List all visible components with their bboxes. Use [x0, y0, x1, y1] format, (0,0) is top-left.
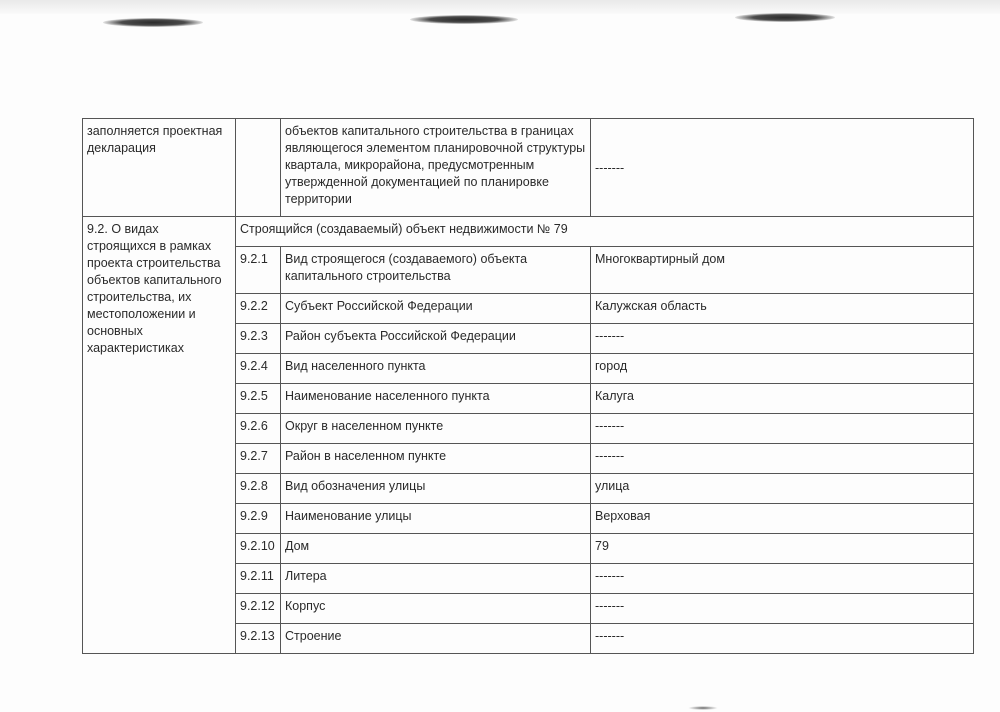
scan-speck [688, 706, 718, 710]
section-label-cell: 9.2. О видах строящихся в рамках проекта строительства объектов капитального строительства, их местоположении и основных характеристиках [83, 217, 236, 654]
field-value: ------- [591, 624, 974, 654]
scan-smudge [410, 15, 518, 24]
table-row [83, 217, 974, 247]
field-name: Наименование населенного пункта [281, 384, 591, 414]
description-cell: объектов капитального строительства в границах являющегося элементом планировочной структуры квартала, микрорайона, предусмотренным утвержденной документацией по планировке территории [281, 119, 591, 217]
field-value: ------- [591, 324, 974, 354]
row-number: 9.2.5 [236, 384, 281, 414]
declaration-table [82, 118, 974, 654]
field-value: Многоквартирный дом [591, 247, 974, 294]
field-name: Корпус [281, 594, 591, 624]
field-value: Калужская область [591, 294, 974, 324]
field-value: Верховая [591, 504, 974, 534]
object-header-cell: Строящийся (создаваемый) объект недвижимости № 79 [236, 217, 974, 247]
row-number: 9.2.12 [236, 594, 281, 624]
empty-number-cell [236, 119, 281, 217]
field-name: Субъект Российской Федерации [281, 294, 591, 324]
field-value: ------- [591, 594, 974, 624]
field-name: Строение [281, 624, 591, 654]
row-number: 9.2.8 [236, 474, 281, 504]
field-name: Район субъекта Российской Федерации [281, 324, 591, 354]
value-cell: ------- [591, 119, 974, 217]
field-name: Район в населенном пункте [281, 444, 591, 474]
field-value: Калуга [591, 384, 974, 414]
table-row [83, 119, 974, 217]
row-number: 9.2.10 [236, 534, 281, 564]
field-name: Вид населенного пункта [281, 354, 591, 384]
row-number: 9.2.4 [236, 354, 281, 384]
row-number: 9.2.6 [236, 414, 281, 444]
field-value: город [591, 354, 974, 384]
field-name: Наименование улицы [281, 504, 591, 534]
field-name: Дом [281, 534, 591, 564]
row-number: 9.2.11 [236, 564, 281, 594]
row-number: 9.2.1 [236, 247, 281, 294]
row-label-cell: заполняется проектная декларация [83, 119, 236, 217]
field-value: ------- [591, 444, 974, 474]
row-number: 9.2.13 [236, 624, 281, 654]
row-number: 9.2.9 [236, 504, 281, 534]
field-value: 79 [591, 534, 974, 564]
field-name: Округ в населенном пункте [281, 414, 591, 444]
row-number: 9.2.7 [236, 444, 281, 474]
field-value: ------- [591, 564, 974, 594]
row-number: 9.2.2 [236, 294, 281, 324]
field-name: Литера [281, 564, 591, 594]
row-number: 9.2.3 [236, 324, 281, 354]
field-name: Вид обозначения улицы [281, 474, 591, 504]
scan-smudge [103, 18, 203, 27]
field-value: ------- [591, 414, 974, 444]
field-name: Вид строящегося (создаваемого) объекта капитального строительства [281, 247, 591, 294]
field-value: улица [591, 474, 974, 504]
scan-smudge [735, 13, 835, 22]
scan-edge [0, 0, 1000, 14]
